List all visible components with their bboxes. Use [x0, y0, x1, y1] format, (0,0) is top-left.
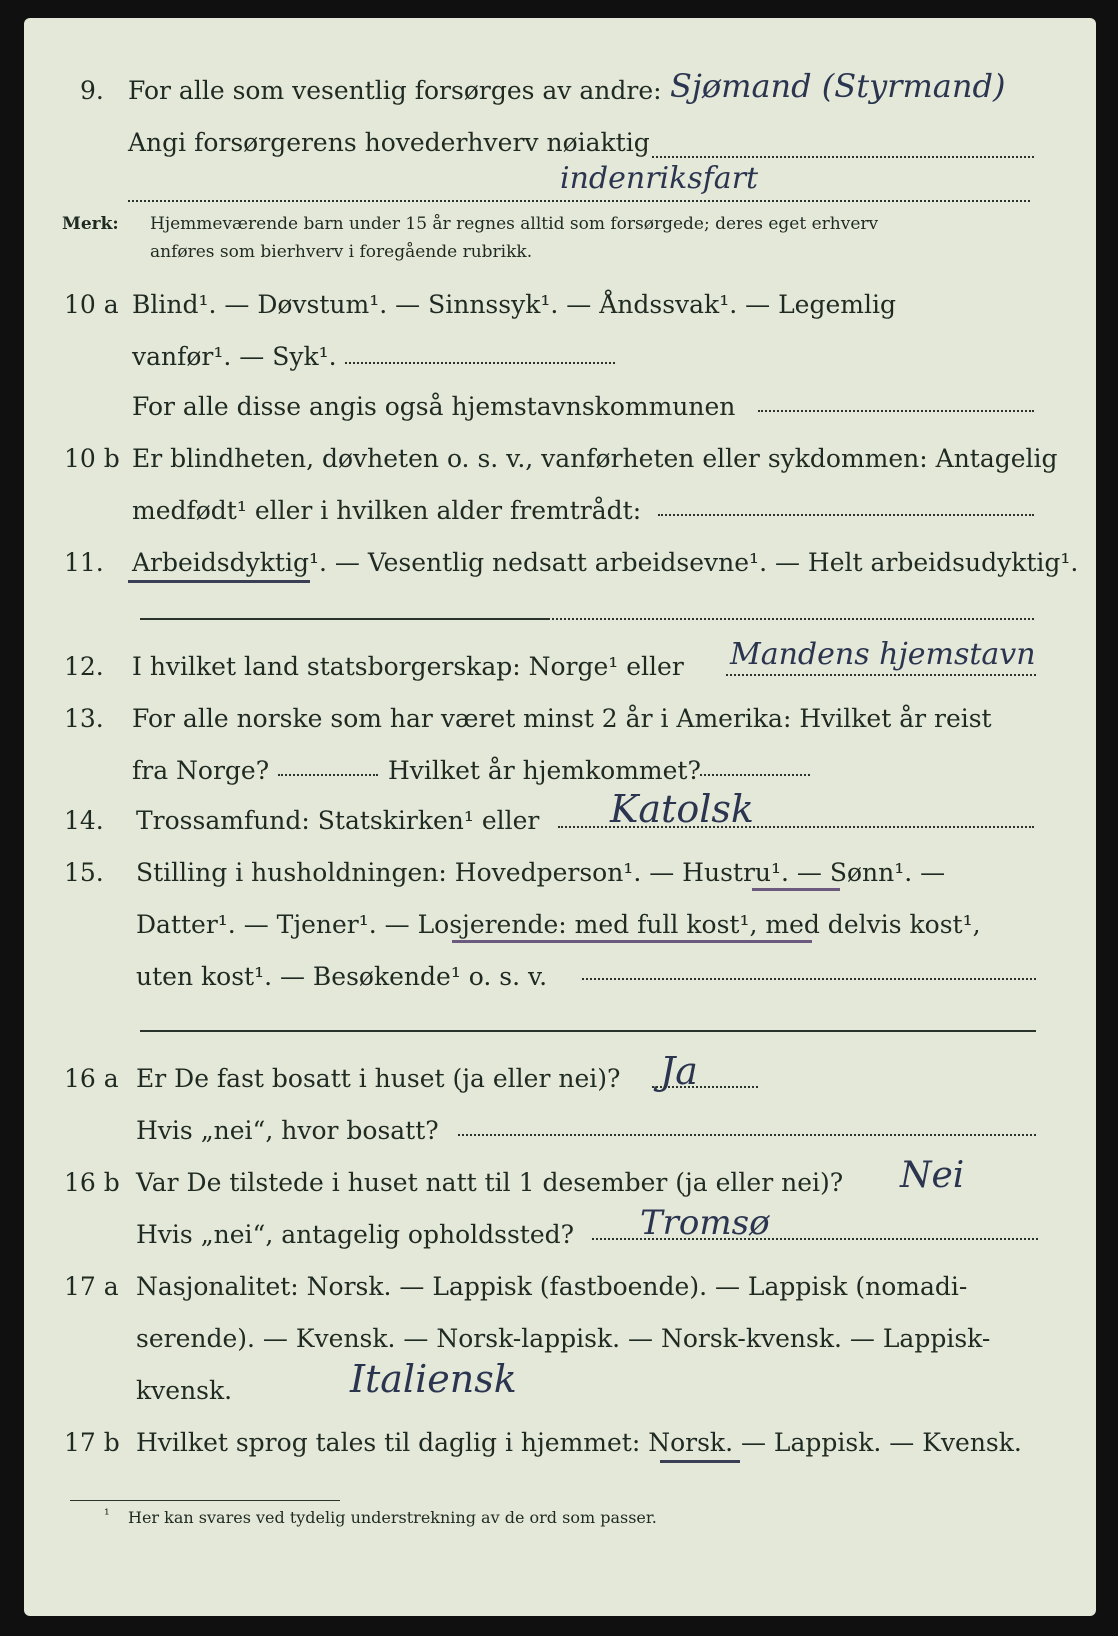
q15-answer-line: [582, 978, 1036, 980]
q14-answer-line: [558, 826, 1034, 828]
q11-line1: Arbeidsdyktig¹. — Vesentlig nedsatt arbeidsevne¹. — Helt arbeidsudyktig¹.: [132, 548, 1079, 577]
merk-text-line2: anføres som bierhverv i foregående rubrikk.: [150, 242, 533, 262]
q11-underline-arbeidsdyktig: [128, 580, 310, 583]
q9-question-line2: Angi forsørgerens hovederhverv nøiaktig: [128, 128, 650, 157]
q15-separator-line: [140, 1030, 1036, 1032]
q16a-handwritten-answer: Ja: [660, 1049, 698, 1093]
q13-number: 13.: [64, 704, 104, 733]
q16a-number: 16 a: [64, 1064, 119, 1093]
q13-line1: For alle norske som har været minst 2 år i Amerika: Hvilket år reist: [132, 704, 992, 733]
q9-question-line1: For alle som vesentlig forsørges av andre:: [128, 76, 662, 105]
q16b-location-line: [592, 1238, 1038, 1240]
q17a-line3: kvensk.: [136, 1376, 233, 1405]
q12-number: 12.: [64, 652, 104, 681]
q10a-line1: Blind¹. — Døvstum¹. — Sinnssyk¹. — Åndssvak¹. — Legemlig: [132, 290, 896, 319]
q16b-handwritten-location: Tromsø: [640, 1203, 770, 1243]
q15-underline-losjerende-full-kost: [452, 940, 812, 943]
q10b-line2: medfødt¹ eller i hvilken alder fremtrådt:: [132, 496, 642, 525]
q15-line3: uten kost¹. — Besøkende¹ o. s. v.: [136, 962, 548, 991]
q16a-answer-line: [652, 1086, 758, 1088]
merk-label: Merk:: [62, 214, 119, 234]
q9-handwritten-sector: indenriksfart: [560, 161, 759, 196]
q9-number: 9.: [80, 76, 104, 105]
merk-text-line1: Hjemmeværende barn under 15 år regnes alltid som forsørgede; deres eget erhverv: [150, 214, 879, 234]
q10a-number: 10 a: [64, 290, 119, 319]
q10a-answer-line: [345, 362, 615, 364]
q9-answer-line-2: [128, 200, 1030, 202]
q16b-handwritten-present: Nei: [900, 1155, 965, 1196]
q14-line1: Trossamfund: Statskirken¹ eller: [136, 806, 540, 835]
q14-handwritten-religion: Katolsk: [610, 787, 754, 831]
q9-handwritten-occupation: Sjømand (Styrmand): [670, 67, 1006, 105]
q13-line2-emigrated: fra Norge?: [132, 756, 270, 785]
q13-line2-returned: Hvilket år hjemkommet?: [388, 756, 701, 785]
q17b-underline-norsk: [660, 1460, 740, 1463]
footnote-text: Her kan svares ved tydelig understrekning av de ord som passer.: [128, 1508, 657, 1527]
q15-underline-hustru: [752, 888, 840, 891]
q16b-line1: Var De tilstede i huset natt til 1 desember (ja eller nei)?: [136, 1168, 844, 1197]
q10b-number: 10 b: [64, 444, 120, 473]
q9-answer-line: [652, 156, 1034, 158]
q13-emigrated-answer-line: [278, 774, 378, 776]
footnote-rule: [70, 1500, 340, 1501]
q15-line2: Datter¹. — Tjener¹. — Losjerende: med full kost¹, med delvis kost¹,: [136, 910, 981, 939]
q17b-line1: Hvilket sprog tales til daglig i hjemmet: Norsk. — Lappisk. — Kvensk.: [136, 1428, 1022, 1457]
q12-line1: I hvilket land statsborgerskap: Norge¹ eller: [132, 652, 684, 681]
q17a-line1: Nasjonalitet: Norsk. — Lappisk (fastboende). — Lappisk (nomadi-: [136, 1272, 968, 1301]
q10a-line2: vanfør¹. — Syk¹.: [132, 342, 337, 371]
q17a-number: 17 a: [64, 1272, 119, 1301]
q16a-line1: Er De fast bosatt i huset (ja eller nei)?: [136, 1064, 621, 1093]
q13-returned-answer-line: [700, 774, 810, 776]
q10b-answer-line: [658, 514, 1034, 516]
q15-line1: Stilling i husholdningen: Hovedperson¹. — Hustru¹. — Sønn¹. —: [136, 858, 946, 887]
q10a-line3: For alle disse angis også hjemstavnskommunen: [132, 392, 736, 421]
q15-number: 15.: [64, 858, 104, 887]
q11-answer-line-right: [552, 618, 1034, 620]
q16a-residence-line: [458, 1134, 1036, 1136]
q10b-line1: Er blindheten, døvheten o. s. v., vanførheten eller sykdommen: Antagelig: [132, 444, 1058, 473]
q16b-number: 16 b: [64, 1168, 120, 1197]
q17b-number: 17 b: [64, 1428, 120, 1457]
q17a-handwritten-nationality: Italiensk: [350, 1357, 517, 1401]
q12-answer-line: [726, 674, 1036, 676]
q16b-line2: Hvis „nei“, antagelig opholdssted?: [136, 1220, 575, 1249]
q17a-line2: serende). — Kvensk. — Norsk-lappisk. — Norsk-kvensk. — Lappisk-: [136, 1324, 991, 1353]
footnote-mark: ¹: [104, 1507, 110, 1523]
q11-answer-line-left: [140, 618, 550, 620]
q14-number: 14.: [64, 806, 104, 835]
q16a-line2: Hvis „nei“, hvor bosatt?: [136, 1116, 439, 1145]
q11-number: 11.: [64, 548, 104, 577]
q12-handwritten-citizenship: Mandens hjemstavn: [730, 637, 1036, 672]
q10a-hometown-line: [758, 410, 1034, 412]
